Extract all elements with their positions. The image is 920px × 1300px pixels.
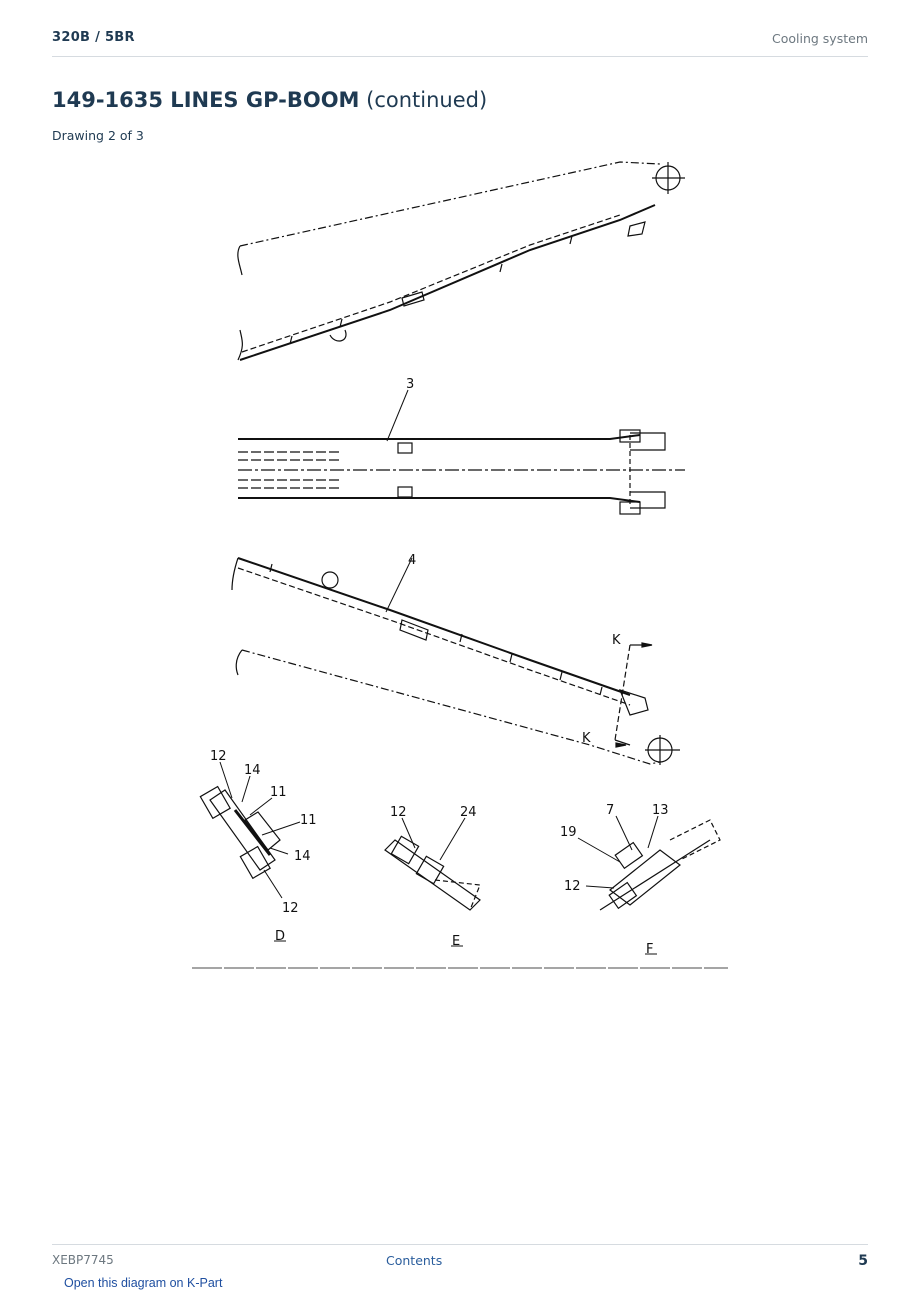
title-suffix: (continued): [359, 88, 488, 112]
view-label-f: F: [646, 942, 654, 957]
model-code: 320B / 5BR: [52, 30, 135, 45]
contents-link[interactable]: Contents: [386, 1253, 443, 1268]
callout-14: 14: [294, 849, 311, 864]
callout-3: 3: [406, 377, 415, 392]
detail-view-d: [200, 762, 300, 898]
callout-k: K: [612, 633, 621, 648]
page-title: [52, 88, 487, 112]
section-name: Cooling system: [772, 31, 868, 46]
view-label-e: E: [452, 934, 461, 949]
callout-11: 11: [300, 813, 317, 828]
callout-24: 24: [460, 805, 477, 820]
callout-12: 12: [564, 879, 581, 894]
page-header: [52, 28, 868, 57]
callout-k: K: [582, 731, 591, 746]
drawing-subtitle: Drawing 2 of 3: [52, 128, 144, 143]
callout-12: 12: [390, 805, 407, 820]
detail-view-f: [578, 816, 720, 910]
callout-4: 4: [408, 553, 417, 568]
callout-12: 12: [210, 749, 227, 764]
page-footer: [52, 1244, 868, 1275]
callout-7: 7: [606, 803, 615, 818]
view-label-d: D: [275, 929, 286, 944]
detail-view-e: [385, 818, 480, 910]
part-title: 149-1635 LINES GP-BOOM: [52, 88, 360, 112]
callout-11: 11: [270, 785, 287, 800]
boom-side-view-upper: [238, 162, 685, 360]
callout-13: 13: [652, 803, 669, 818]
document-number: XEBP7745: [52, 1253, 114, 1267]
boom-side-view-lower: [232, 558, 680, 765]
page-number: 5: [858, 1253, 868, 1269]
kpart-link[interactable]: Open this diagram on K-Part: [64, 1276, 223, 1290]
boom-plan-view: [238, 390, 685, 514]
callout-19: 19: [560, 825, 577, 840]
parts-diagram: [190, 150, 740, 980]
callout-14: 14: [244, 763, 261, 778]
callout-12: 12: [282, 901, 299, 916]
